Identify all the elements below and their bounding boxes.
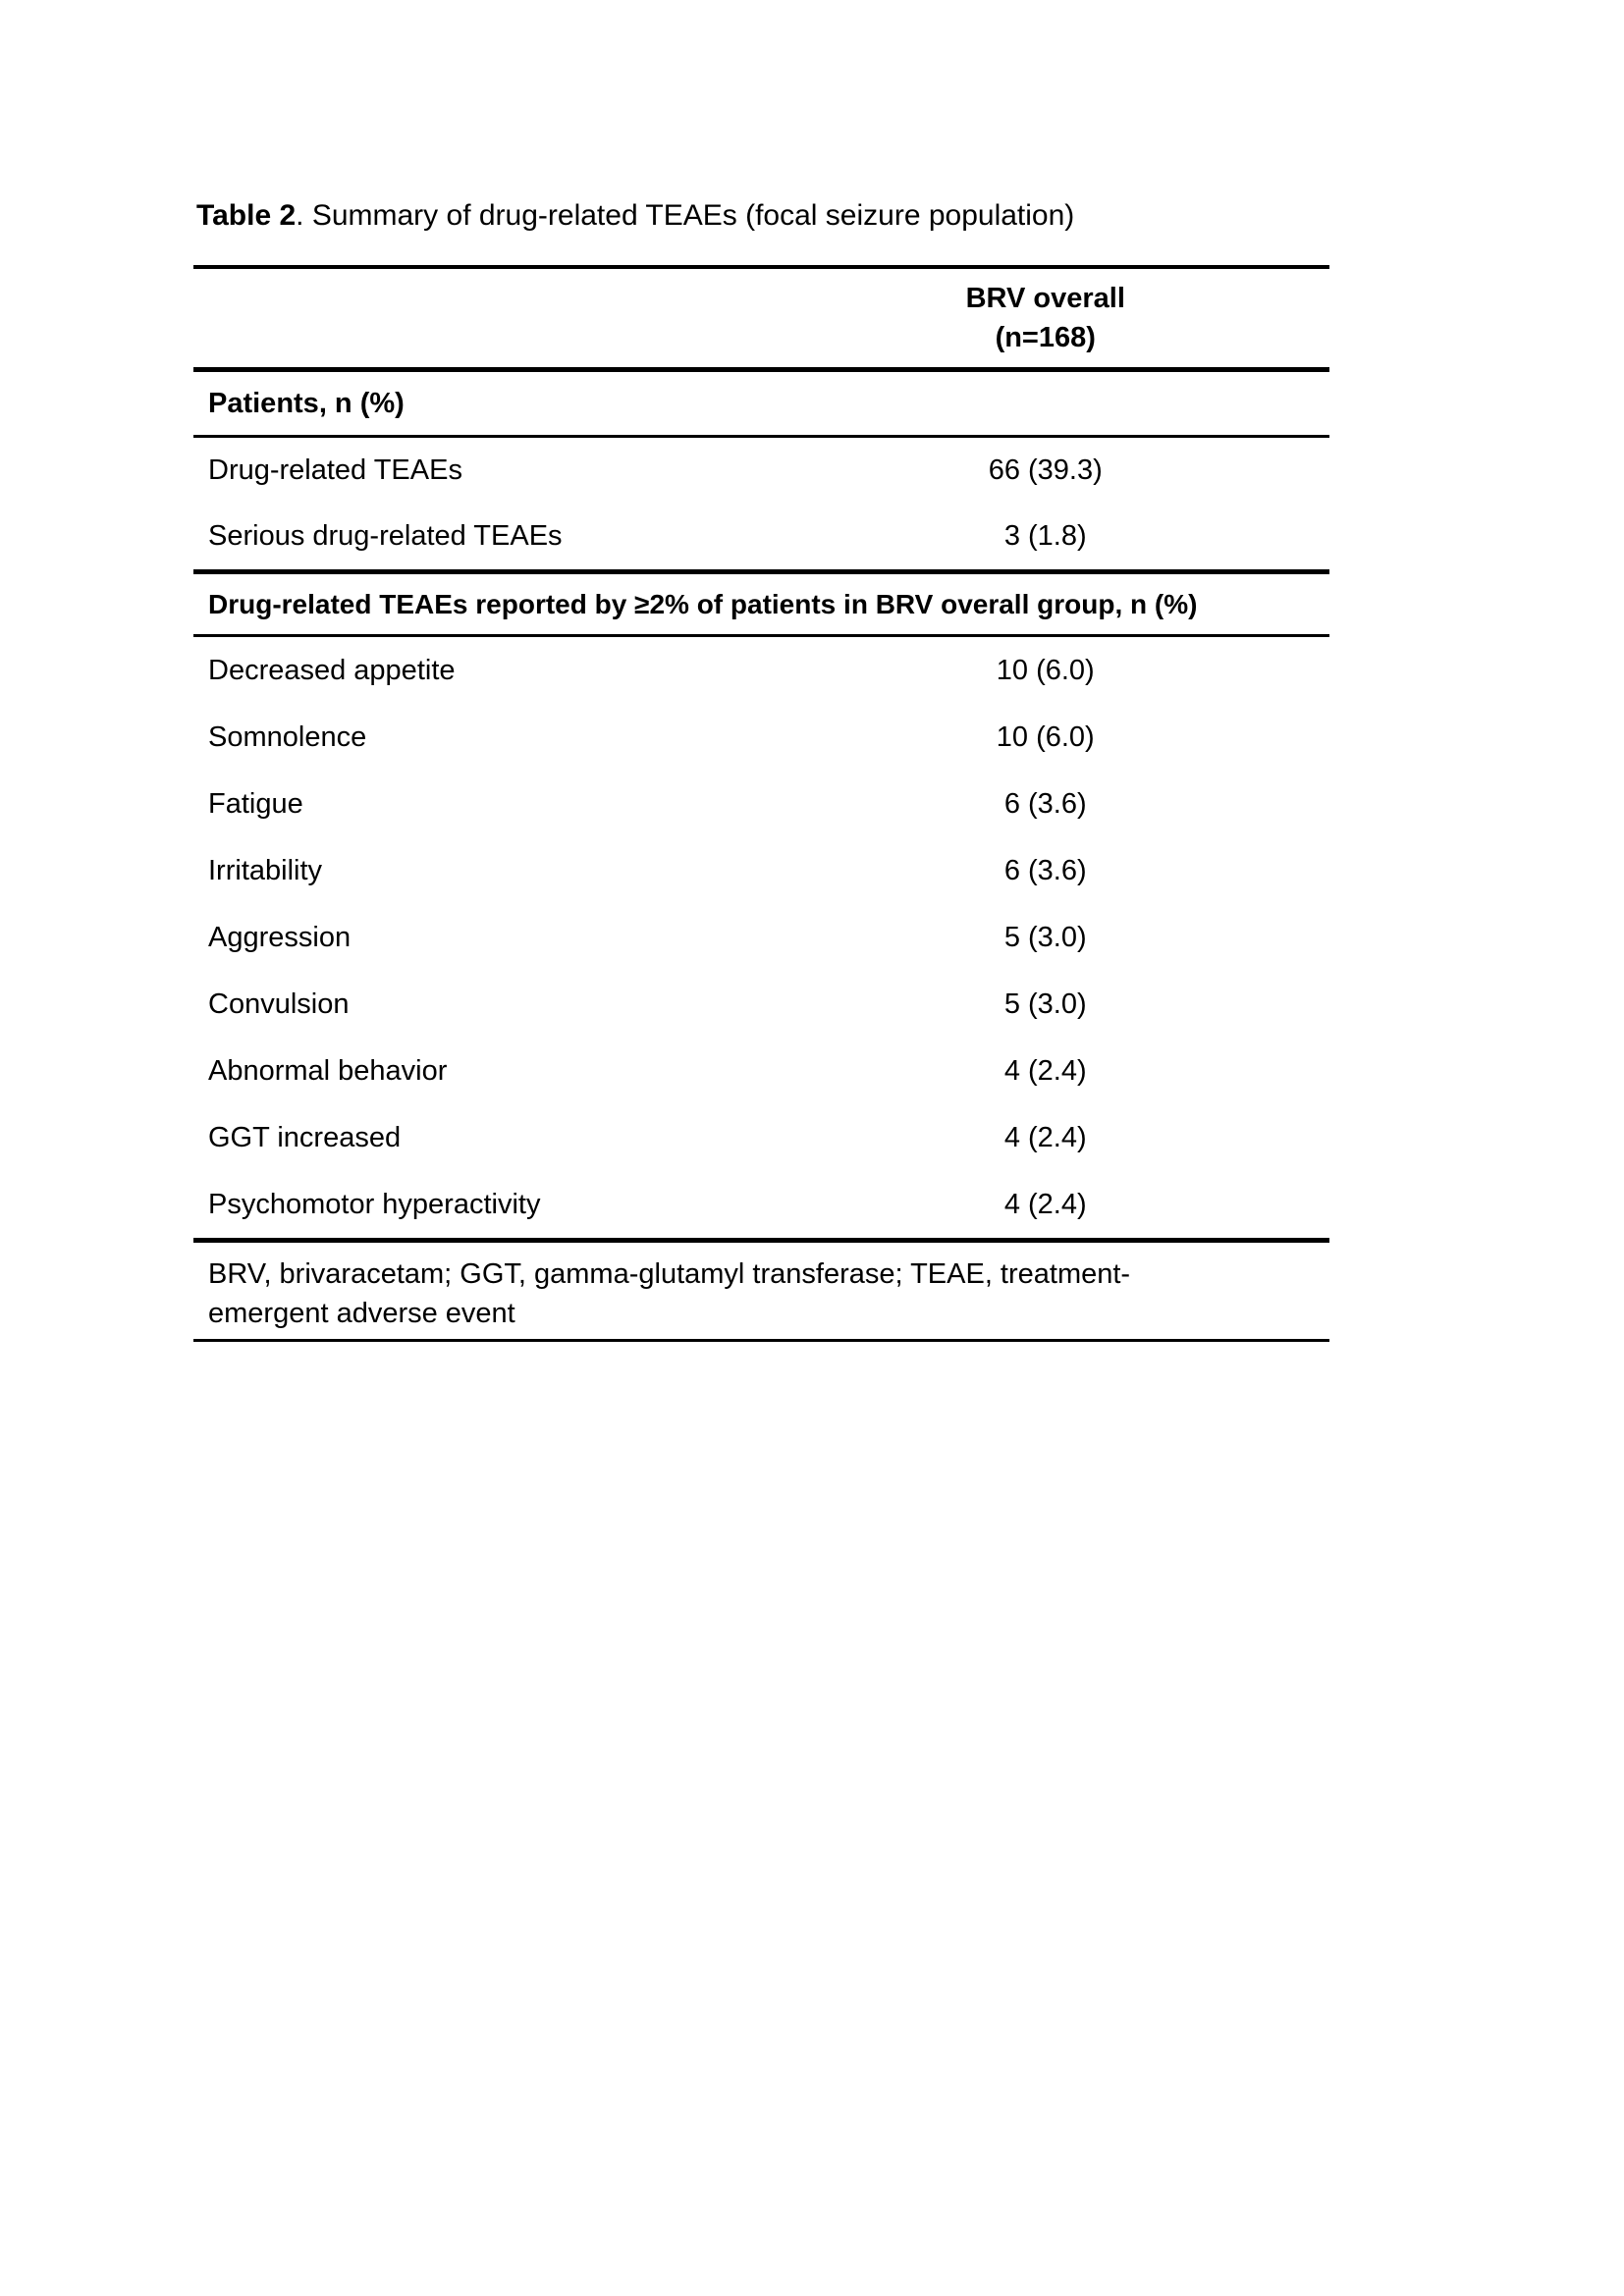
- table-title-text: . Summary of drug-related TEAEs (focal seizure population): [296, 199, 1075, 232]
- row-value: 10 (6.0): [996, 654, 1095, 686]
- row-label: Convulsion: [208, 988, 350, 1020]
- section-header-teae-ge2pct-label: Drug-related TEAEs reported by ≥2% of patients in BRV overall group, n (%): [208, 588, 1198, 619]
- table-row: [193, 771, 1329, 837]
- table-title: [196, 199, 1074, 233]
- row-value: 66 (39.3): [988, 454, 1103, 486]
- row-label: Irritability: [208, 854, 323, 886]
- section-header-teae-ge2pct: [193, 574, 1329, 637]
- row-label: Fatigue: [208, 787, 303, 820]
- table-row: [193, 504, 1329, 569]
- row-value: 5 (3.0): [1003, 988, 1087, 1020]
- header-empty-cell: [193, 269, 762, 367]
- row-value: 10 (6.0): [996, 721, 1095, 753]
- row-value: 4 (2.4): [1003, 1054, 1087, 1087]
- row-label: Decreased appetite: [208, 654, 456, 686]
- header-group-n: (n=168): [995, 322, 1096, 353]
- row-label: GGT increased: [208, 1121, 402, 1153]
- table-row: [193, 971, 1329, 1038]
- row-label: Abnormal behavior: [208, 1054, 448, 1087]
- footnote-line-1: BRV, brivaracetam; GGT, gamma-glutamyl transferase; TEAE, treatment-: [208, 1258, 1131, 1290]
- table-row: [193, 637, 1329, 704]
- row-label: Psychomotor hyperactivity: [208, 1188, 541, 1220]
- row-value: 3 (1.8): [1003, 520, 1087, 552]
- footnote-line-2: emergent adverse event: [208, 1298, 515, 1329]
- section-teae-rows: [193, 637, 1329, 1243]
- row-label: Aggression: [208, 921, 352, 953]
- table-row: [193, 904, 1329, 971]
- row-value: 4 (2.4): [1003, 1188, 1087, 1220]
- table-footnote: [193, 1243, 1329, 1342]
- table-row: [193, 837, 1329, 904]
- row-label: Serious drug-related TEAEs: [208, 520, 563, 552]
- table-row: [193, 1038, 1329, 1104]
- section-header-patients: [193, 372, 1329, 438]
- table-row: [193, 1171, 1329, 1238]
- header-group-label: BRV overall: [965, 283, 1125, 314]
- row-value: 6 (3.6): [1003, 854, 1087, 886]
- header-brv-overall-cell: [762, 269, 1330, 367]
- section-header-patients-label: Patients, n (%): [208, 387, 405, 419]
- row-label: Somnolence: [208, 721, 367, 753]
- table-row: [193, 704, 1329, 771]
- table-title-number: Table 2: [196, 199, 297, 232]
- row-value: 6 (3.6): [1003, 787, 1087, 820]
- teae-summary-table: [193, 265, 1329, 1342]
- table-row: [193, 438, 1329, 504]
- section-patients-rows: [193, 438, 1329, 574]
- row-value: 4 (2.4): [1003, 1121, 1087, 1153]
- table-row: [193, 1104, 1329, 1171]
- table-header-row: [193, 269, 1329, 372]
- row-label: Drug-related TEAEs: [208, 454, 462, 486]
- row-value: 5 (3.0): [1003, 921, 1087, 953]
